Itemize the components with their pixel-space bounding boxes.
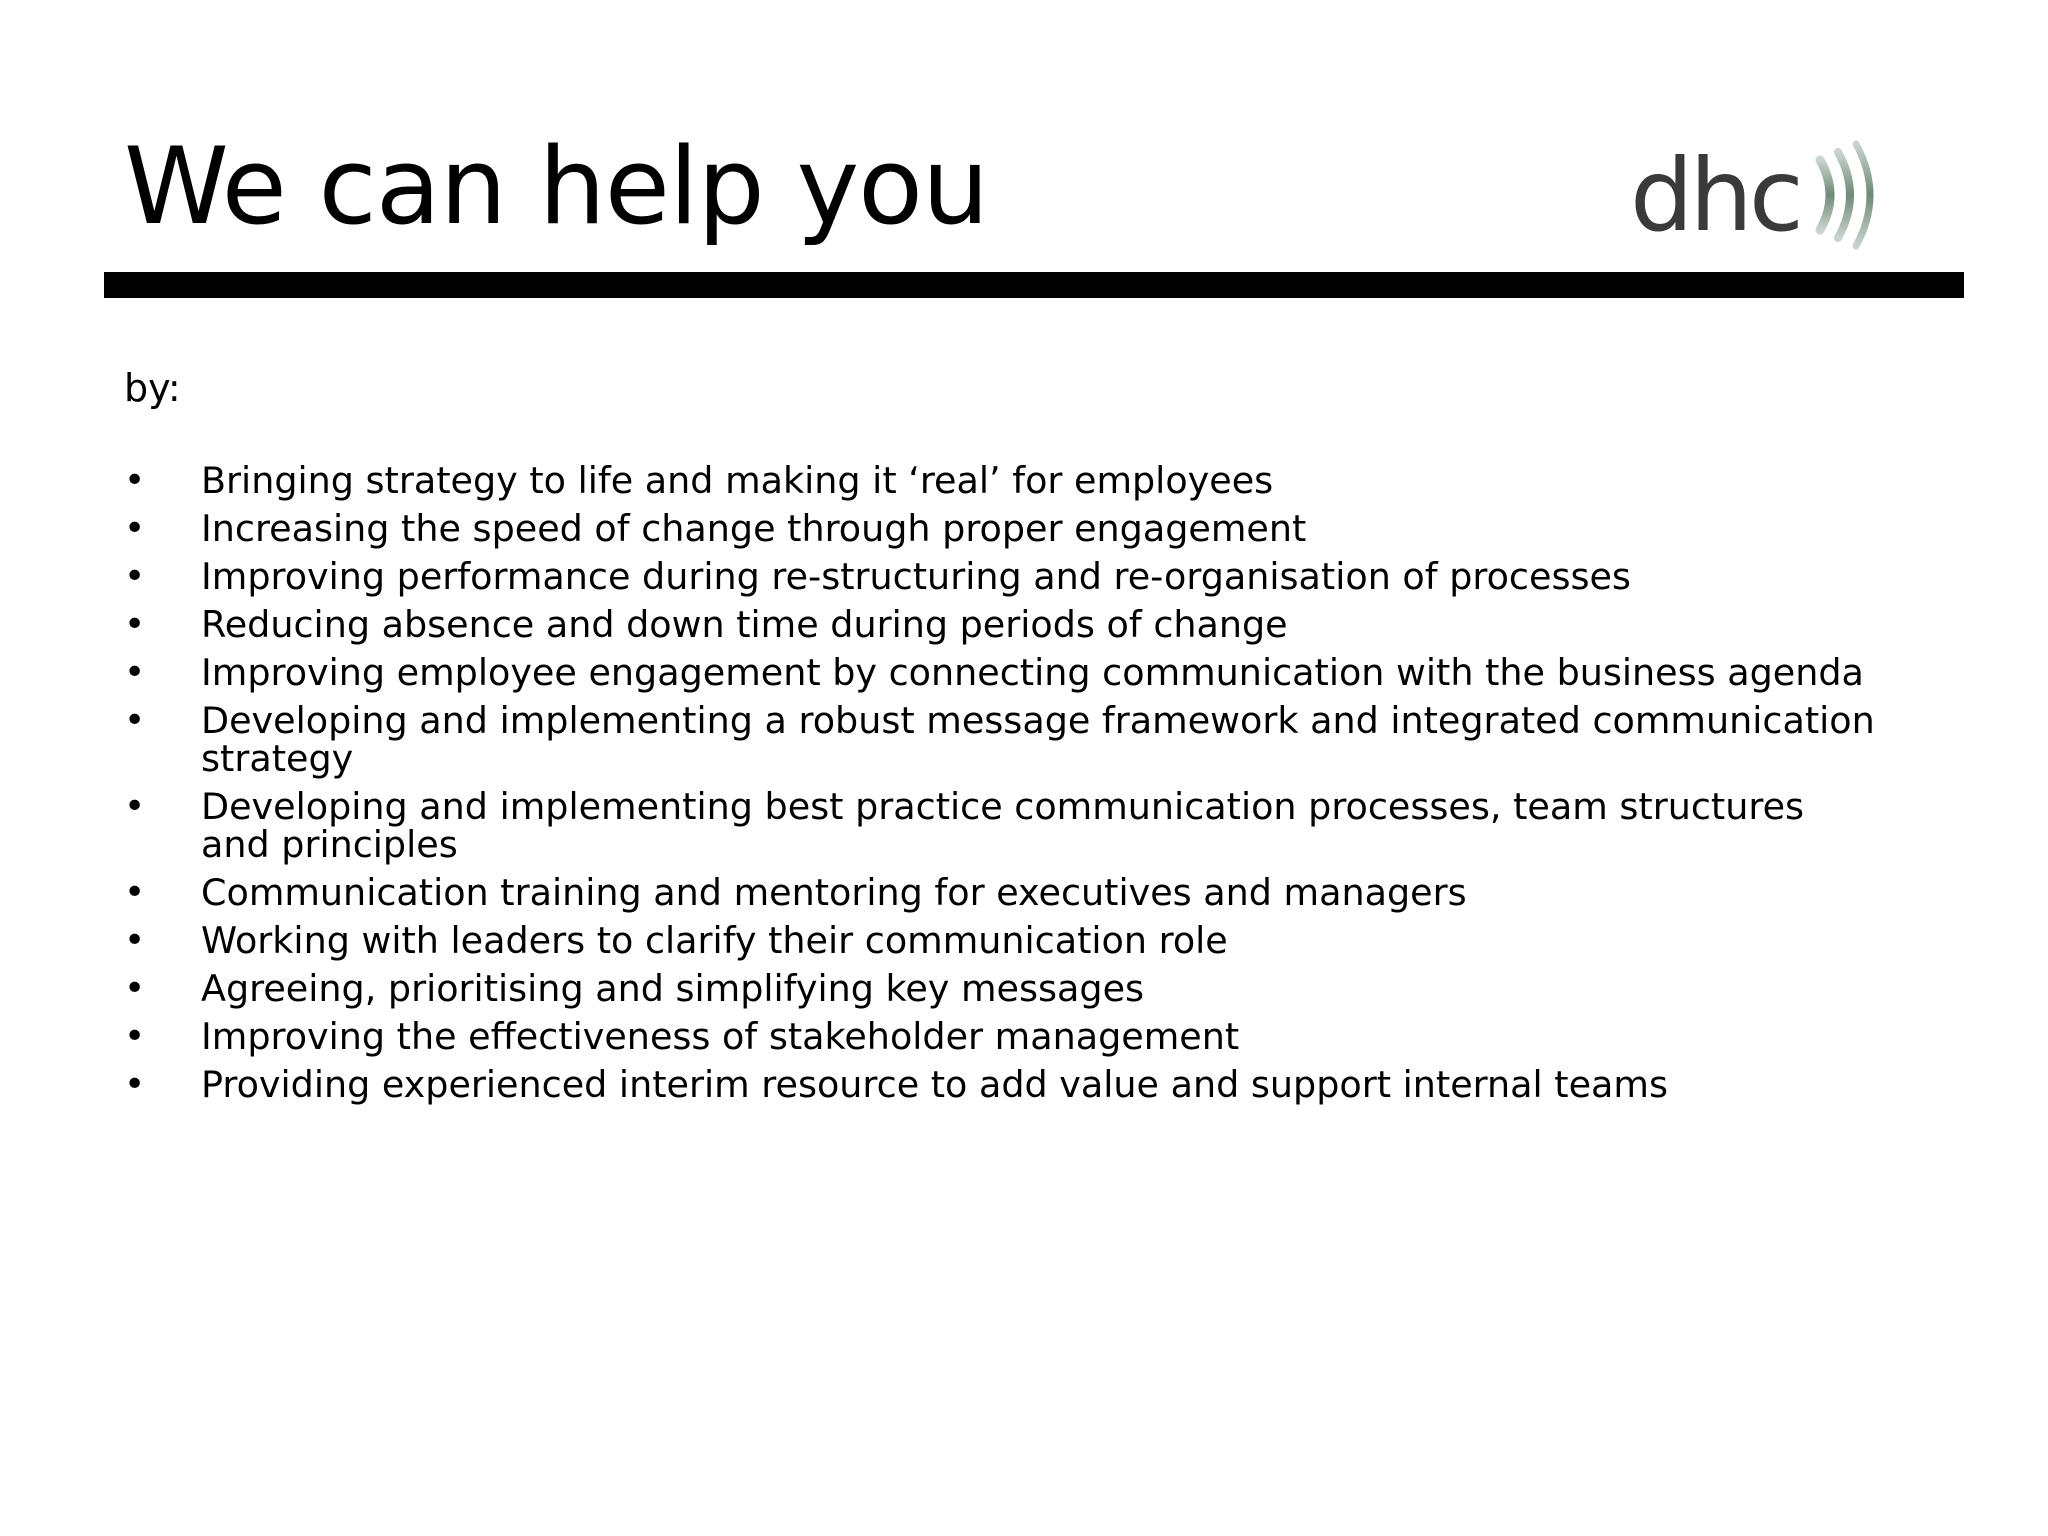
bullet-icon: • <box>124 786 146 827</box>
list-item-text: Improving the effectiveness of stakeholder management <box>201 1015 1240 1058</box>
dhc-logo-graphic <box>1630 130 1890 260</box>
bullet-icon: • <box>124 1064 146 1105</box>
bullet-icon: • <box>124 700 146 741</box>
list-item-text: Working with leaders to clarify their communication role <box>201 919 1228 962</box>
list-item <box>124 699 1884 780</box>
dhc-logo <box>1630 130 1890 260</box>
bullet-icon: • <box>124 872 146 913</box>
list-item <box>124 507 1884 550</box>
list-item-text: Improving employee engagement by connecting communication with the business agenda <box>201 651 1864 694</box>
list-item <box>124 919 1884 962</box>
list-item <box>124 651 1884 694</box>
list-item <box>124 459 1884 502</box>
bullet-icon: • <box>124 604 146 645</box>
list-item-text: Improving performance during re-structuring and re-organisation of processes <box>201 555 1631 598</box>
bullet-icon: • <box>124 652 146 693</box>
list-item-text: Bringing strategy to life and making it ‘real’ for employees <box>201 459 1274 502</box>
list-item <box>124 555 1884 598</box>
bullet-icon: • <box>124 460 146 501</box>
list-item <box>124 603 1884 646</box>
list-item-text: Reducing absence and down time during periods of change <box>201 603 1288 646</box>
bullet-icon: • <box>124 508 146 549</box>
sound-waves-icon <box>1820 144 1870 246</box>
intro-text: by: <box>124 366 181 410</box>
svg-text:dhc: dhc <box>1630 137 1800 254</box>
list-item <box>124 871 1884 914</box>
list-item <box>124 1015 1884 1058</box>
list-item-text: Developing and implementing a robust message framework and integrated communication strategy <box>201 699 1875 780</box>
list-item-text: Communication training and mentoring for executives and managers <box>201 871 1467 914</box>
bullet-icon: • <box>124 1016 146 1057</box>
list-item-text: Agreeing, prioritising and simplifying key messages <box>201 967 1145 1010</box>
title-divider <box>104 272 1964 298</box>
bullet-list <box>124 459 1884 1114</box>
slide-title: We can help you <box>124 125 989 248</box>
list-item <box>124 785 1884 866</box>
list-item-text: Increasing the speed of change through proper engagement <box>201 507 1307 550</box>
list-item <box>124 1063 1884 1106</box>
bullet-icon: • <box>124 968 146 1009</box>
list-item <box>124 967 1884 1010</box>
bullet-icon: • <box>124 920 146 961</box>
list-item-text: Providing experienced interim resource to add value and support internal teams <box>201 1063 1668 1106</box>
list-item-text: Developing and implementing best practice communication processes, team structures and principles <box>201 785 1805 866</box>
bullet-icon: • <box>124 556 146 597</box>
